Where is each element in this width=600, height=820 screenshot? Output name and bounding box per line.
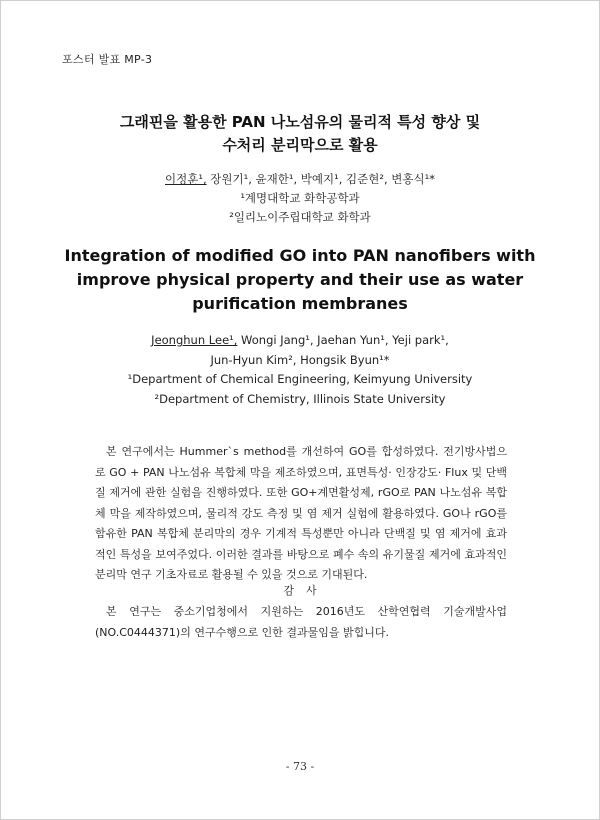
- korean-first-author: 이정훈¹,: [165, 172, 207, 186]
- korean-author-list: [0, 170, 600, 189]
- korean-title-line2: 수처리 분리막으로 활용: [222, 136, 378, 154]
- english-title-line2: improve physical property and their use as water: [76, 270, 524, 289]
- acknowledgement-heading: 감사: [283, 584, 329, 597]
- english-title-line1: Integration of modified GO into PAN nanofibers with: [64, 246, 536, 265]
- session-header: 포스터 발표 MP-3: [62, 53, 153, 66]
- english-author-line1: [0, 331, 600, 351]
- korean-title: [0, 111, 600, 157]
- korean-title-line1: 그래핀을 활용한 PAN 나노섬유의 물리적 특성 향상 및: [119, 113, 481, 131]
- english-authors-rest: Wongi Jang¹, Jaehan Yun¹, Yeji park¹,: [237, 333, 449, 347]
- korean-other-authors: 장원기¹, 윤재한¹, 박예지¹, 김준현², 변홍식¹*: [206, 172, 435, 186]
- english-title: [0, 244, 600, 316]
- abstract-body: 본 연구에서는 Hummer`s method를 개선하여 GO를 합성하였다. 전기방사법으로 GO + PAN 나노섬유 복합체 막을 제조하였으며, 표면특성· 인장강도· Flux 및 단백질 제거에 관한 실험을 진행하였다. 또한 GO+계면활성제, rGO로 PAN 나노섬유 복합체 막을 제작하였으며, 물리적 강도 측정 및 염 제거 실험에 활용하였다. GO나 rGO를 함유한 PAN 복합체 분리막의 경우 기계적 특성뿐만 아니라 단백질 및 염 제거에 효과적인 특성을 보여주었다. 이러한 결과를 바탕으로 폐수 속의 유기물질 제거에 효과적인 분리막 연구 기초자료로 활용될 수 있을 것으로 기대된다.: [95, 445, 507, 581]
- english-authors: [0, 331, 600, 409]
- english-affiliation-1: ¹Department of Chemical Engineering, Keimyung University: [127, 372, 473, 386]
- acknowledgement-body: 본 연구는 중소기업청에서 지원하는 2016년도 산학연협력 기술개발사업(NO.C0444371)의 연구수행으로 인한 결과물임을 밝힙니다.: [95, 605, 507, 639]
- english-author-line2: Jun-Hyun Kim², Hongsik Byun¹*: [210, 352, 390, 367]
- korean-affiliation-1: ¹계명대학교 화학공학과: [240, 191, 360, 205]
- korean-authors: [0, 170, 600, 227]
- english-title-line3: purification membranes: [192, 294, 408, 313]
- english-affiliation-2: ²Department of Chemistry, Illinois State University: [154, 391, 446, 406]
- page-number: - 73 -: [285, 760, 315, 773]
- korean-affiliation-2: ²일리노이주립대학교 화학과: [229, 210, 371, 224]
- english-first-author: Jeonghun Lee¹,: [151, 333, 238, 347]
